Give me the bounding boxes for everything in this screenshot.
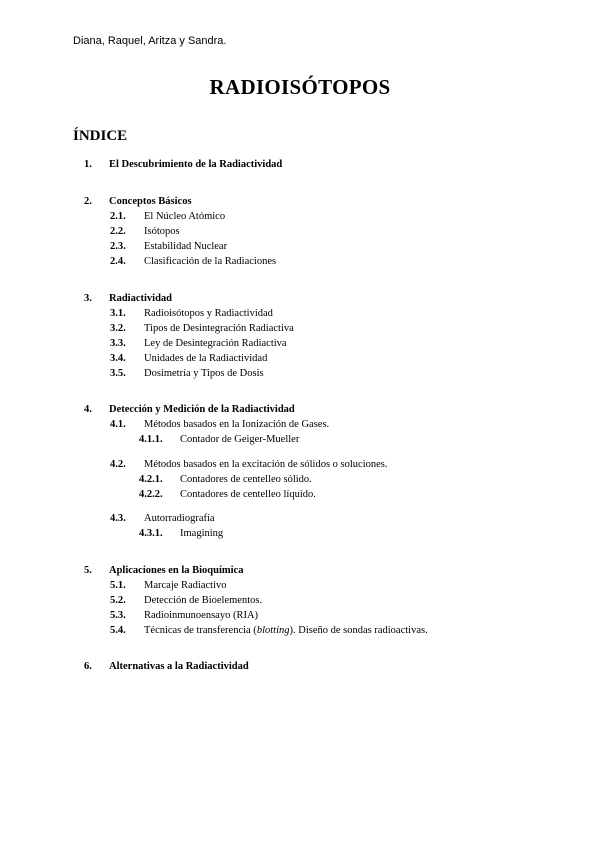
toc-title: Estabilidad Nuclear — [144, 241, 228, 252]
toc-title-part: ). Diseño de sondas radioactivas. — [289, 625, 428, 636]
toc-title: Aplicaciones en la Bioquímica — [109, 565, 244, 576]
toc-number: 3.5. — [110, 368, 126, 379]
toc-title: Métodos basados en la excitación de sólidos o soluciones. — [144, 459, 388, 470]
toc-title: Tipos de Desintegración Radiactiva — [144, 323, 294, 334]
toc-number: 4.3. — [110, 513, 126, 524]
document-title: RADIOISÓTOPOS — [209, 75, 391, 99]
toc-title: Imagining — [180, 528, 224, 539]
toc-number: 4.2. — [110, 459, 126, 470]
toc-title: Alternativas a la Radiactividad — [109, 661, 249, 672]
toc-title: Contadores de centelleo líquido. — [180, 489, 316, 500]
toc-title-part: Técnicas de transferencia ( — [144, 625, 257, 636]
toc-number: 5.1. — [110, 580, 126, 591]
toc-number: 2.1. — [110, 211, 126, 222]
toc-title: Clasificación de la Radiaciones — [144, 256, 277, 267]
toc-title: Isótopos — [144, 226, 180, 237]
toc-title: Contadores de centelleo sólido. — [180, 474, 312, 485]
toc-title: Dosimetría y Tipos de Dosis — [144, 368, 264, 379]
toc-number: 4.2.2. — [139, 489, 163, 500]
index-heading: ÍNDICE — [73, 128, 128, 144]
toc-number: 3.1. — [110, 308, 126, 319]
toc-number: 5.3. — [110, 610, 126, 621]
toc-number: 2. — [84, 196, 92, 207]
toc-title: Detección y Medición de la Radiactividad — [109, 404, 295, 415]
toc-title: Conceptos Básicos — [109, 196, 192, 207]
toc-number: 3. — [84, 293, 92, 304]
toc-title: Detección de Bioelementos. — [144, 595, 263, 606]
toc-title: Contador de Geiger-Mueller — [180, 434, 300, 445]
toc-number: 5.4. — [110, 625, 126, 636]
toc-title: El Descubrimiento de la Radiactividad — [109, 159, 283, 170]
toc-title — [144, 625, 428, 636]
toc-number: 3.3. — [110, 338, 126, 349]
toc-title: Autorradiografía — [144, 513, 215, 524]
toc-number: 5.2. — [110, 595, 126, 606]
toc-title-italic: blotting — [256, 625, 290, 636]
toc-number: 1. — [84, 159, 92, 170]
toc-title: Radiactividad — [109, 293, 173, 304]
toc-number: 4.3.1. — [139, 528, 163, 539]
toc-title: Ley de Desintegración Radiactiva — [144, 338, 287, 349]
toc-title: Métodos basados en la Ionización de Gases. — [144, 419, 330, 430]
toc-number: 3.2. — [110, 323, 126, 334]
toc-number: 3.4. — [110, 353, 126, 364]
toc-title: El Núcleo Atómico — [144, 211, 226, 222]
toc-number: 5. — [84, 565, 92, 576]
toc-title: Radioisótopos y Radiactividad — [144, 308, 273, 319]
toc-number: 6. — [84, 661, 92, 672]
toc-number: 4. — [84, 404, 92, 415]
toc-title: Radioinmunoensayo (RIA) — [144, 610, 259, 621]
toc-number: 4.1.1. — [139, 434, 163, 445]
toc-number: 2.3. — [110, 241, 126, 252]
toc-number: 4.2.1. — [139, 474, 163, 485]
document-authors: Diana, Raquel, Aritza y Sandra. — [73, 35, 227, 47]
toc-number: 2.4. — [110, 256, 126, 267]
toc-number: 4.1. — [110, 419, 126, 430]
toc-title: Marcaje Radiactivo — [144, 580, 227, 591]
toc-title: Unidades de la Radiactividad — [144, 353, 268, 364]
toc-number: 2.2. — [110, 226, 126, 237]
